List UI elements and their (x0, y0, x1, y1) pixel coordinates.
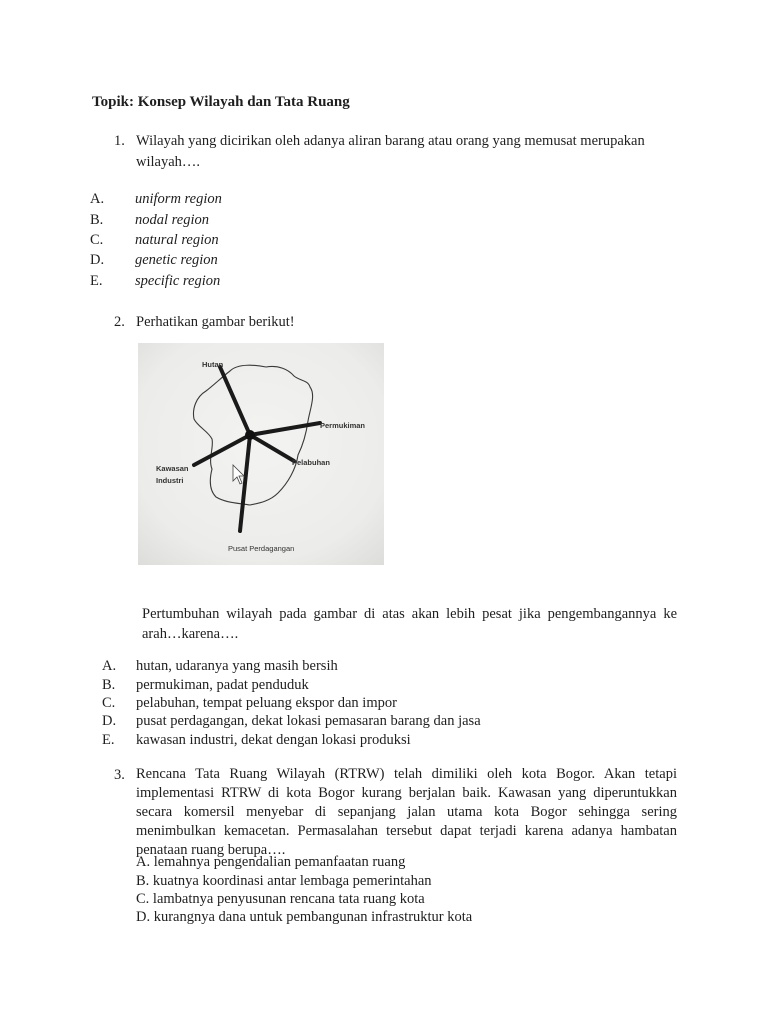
question-2-text-line2: arah…karena…. (142, 626, 239, 642)
page-title: Topik: Konsep Wilayah dan Tata Ruang (92, 94, 350, 110)
option-text: uniform region (135, 191, 222, 207)
question-3-text: Rencana Tata Ruang Wilayah (RTRW) telah dimiliki oleh kota Bogor. Akan tetapi implementasi RTRW di kota Bogor kurang berjalan baik. Kawasan yang diperuntukkan secara komersil menyebar di sepanjang jalan utama kota Bogor sehingga sering menimbulkan kemacetan. Permasalahan tersebut dapat terjadi karena adanya hambatan penataan ruang berupa…. (136, 766, 677, 858)
question-2-text-line1: Pertumbuhan wilayah pada gambar di atas akan lebih pesat jika pengembangannya ke (142, 606, 677, 622)
label-permukiman: Permukiman (320, 421, 366, 430)
question-3-option-a: A. lemahnya pengendalian pemanfaatan ruang (136, 854, 406, 870)
label-pusat-perdagangan: Pusat Perdagangan (228, 544, 295, 553)
option-letter: E. (90, 273, 103, 289)
question-2-intro: Perhatikan gambar berikut! (136, 314, 295, 330)
option-letter: B. (90, 212, 104, 228)
central-node (245, 430, 255, 440)
option-letter: E. (102, 732, 115, 748)
option-text: natural region (135, 232, 219, 248)
question-2-number: 2. (114, 314, 125, 330)
question-3-option-b: B. kuatnya koordinasi antar lembaga pemerintahan (136, 873, 432, 889)
option-text: kawasan industri, dekat dengan lokasi produksi (136, 732, 411, 748)
question-3-option-d: D. kurangnya dana untuk pembangunan infrastruktur kota (136, 909, 473, 925)
question-3-number: 3. (114, 767, 125, 783)
option-text: nodal region (135, 212, 209, 228)
option-text: hutan, udaranya yang masih bersih (136, 658, 338, 674)
question-1-number: 1. (114, 133, 125, 149)
option-letter: A. (102, 658, 117, 674)
option-letter: C. (102, 695, 116, 711)
option-letter: C. (90, 232, 104, 248)
option-text: pelabuhan, tempat peluang ekspor dan impor (136, 695, 397, 711)
option-text: pusat perdagangan, dekat lokasi pemasaran barang dan jasa (136, 713, 481, 729)
option-letter: A. (90, 191, 105, 207)
label-pelabuhan: Pelabuhan (292, 458, 330, 467)
option-letter: B. (102, 677, 116, 693)
option-text: genetic region (135, 252, 218, 268)
region-growth-diagram (138, 343, 384, 565)
label-industri: Industri (156, 476, 184, 485)
option-text: permukiman, padat penduduk (136, 677, 309, 693)
option-text: specific region (135, 273, 221, 289)
option-letter: D. (102, 713, 117, 729)
question-1-text-line1: Wilayah yang dicirikan oleh adanya aliran barang atau orang yang memusat merupakan (136, 133, 645, 149)
option-letter: D. (90, 252, 105, 268)
photo-background (138, 343, 384, 565)
label-hutan: Hutan (202, 360, 224, 369)
label-kawasan: Kawasan (156, 464, 189, 473)
question-1-text-line2: wilayah…. (136, 154, 201, 170)
question-3-option-c: C. lambatnya penyusunan rencana tata ruang kota (136, 891, 425, 907)
